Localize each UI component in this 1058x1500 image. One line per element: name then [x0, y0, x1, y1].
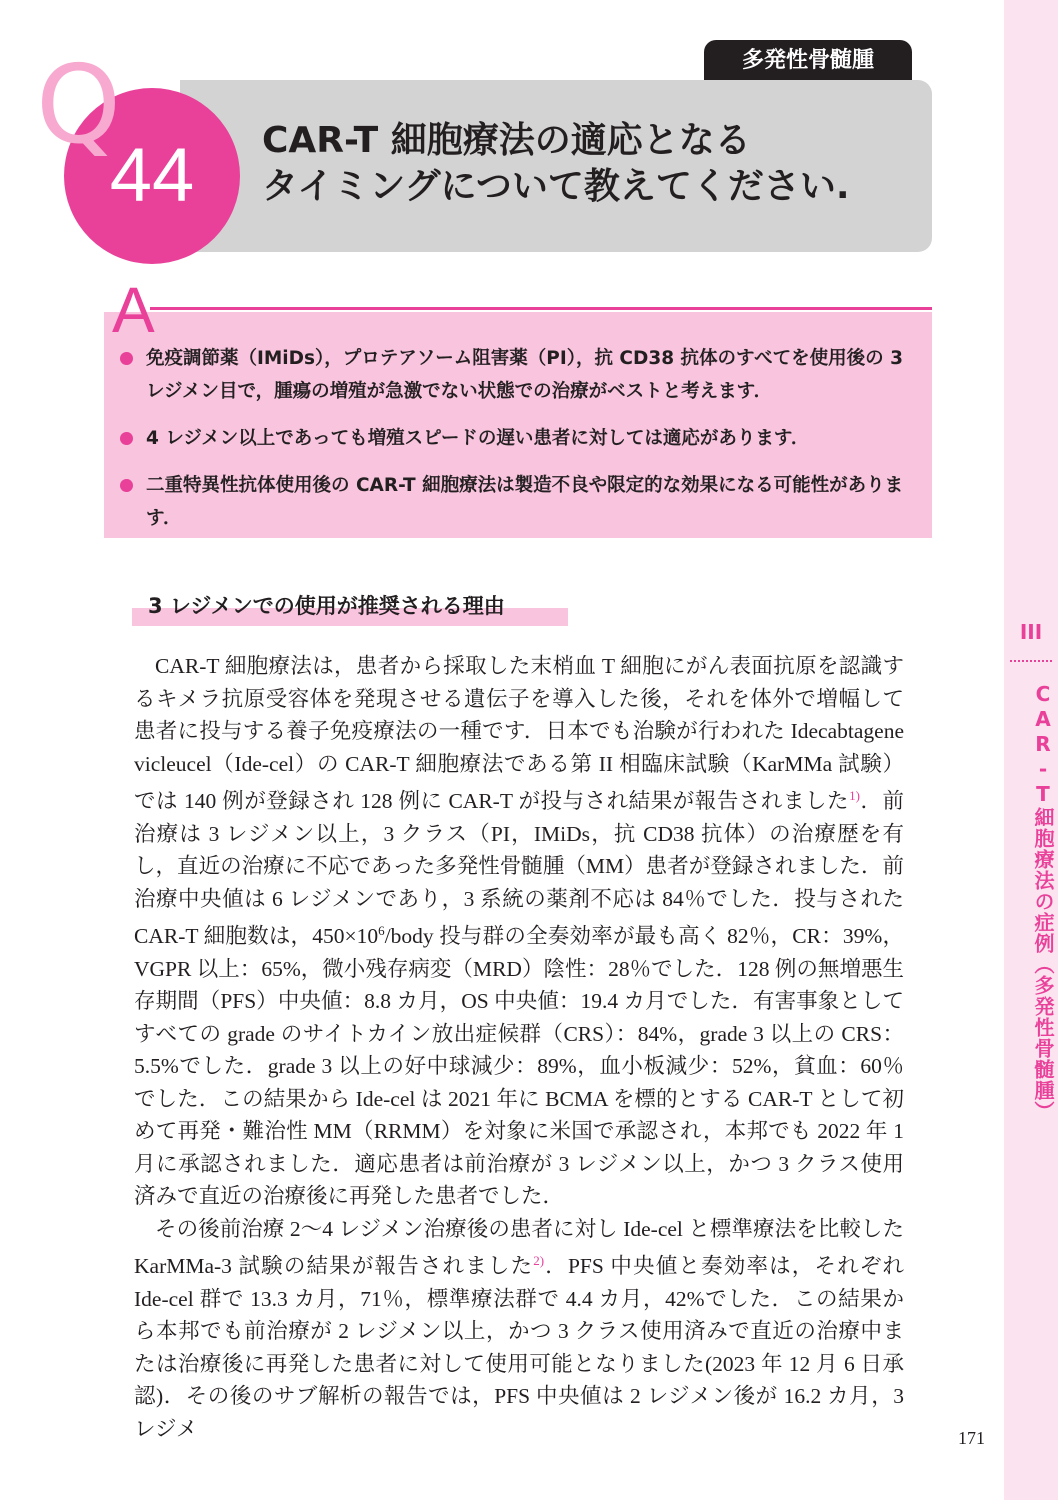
exponent: 6 [378, 923, 385, 939]
question-title-line-1: CAR-T 細胞療法の適応となる [262, 120, 751, 161]
bullet-icon [120, 479, 133, 492]
answer-list [116, 342, 926, 549]
answer-item [116, 469, 926, 535]
question-title-line-2: タイミングについて教えてください. [262, 166, 850, 207]
section-heading-text: 3 レジメンでの使用が推奨される理由 [148, 594, 505, 618]
chapter-roman-numeral: III [1019, 620, 1043, 644]
side-tab-divider [1010, 660, 1052, 662]
paragraph-2 [134, 1213, 904, 1446]
answer-item [116, 422, 926, 455]
question-title [262, 118, 922, 210]
answer-item-text: 免疫調節薬（IMiDs），プロテアソーム阻害薬（PI），抗 CD38 抗体のすべてを使用後の 3 レジメン目で，腫瘍の増殖が急激でない状態での治療がベストと考えます． [146, 348, 903, 402]
reference-1: 1) [849, 788, 860, 803]
paragraph-1-part-a: CAR-T 細胞療法は，患者から採取した末梢血 T 細胞にがん表面抗原を認識するキメラ抗原受容体を発現させる遺伝子を導入した後，それを体外で増幅して患者に投与する養子免疫療法の一種です．日本でも治験が行われた Idecabtagene vicleucel（Ide-cel）の CAR-T 細胞療法である第 II 相臨床試験（KarMMa 試験）では 140 例が登録され 128 例に CAR-T が投与され結果が報告されました [134, 654, 904, 814]
category-label: 多発性骨髄腫 [704, 40, 912, 82]
answer-item [116, 342, 926, 408]
paragraph-1-part-b: ．前治療は 3 レジメン以上，3 クラス（PI，IMiDs，抗 CD38 抗体）の治療歴を有し，直近の治療に不応であった多発性骨髄腫（MM）患者が登録されました．前治療中央値は 6 レジメンであり，3 系統の薬剤不応は 84％でした．投与された CAR-T 細胞数は，450×10 [134, 789, 904, 949]
question-number: 44 [109, 133, 195, 218]
paragraph-1-part-c: /body 投与群の全奏効率が最も高く 82％，CR：39%，VGPR 以上：65%，微小残存病変（MRD）陰性：28％でした．128 例の無増悪生存期間（PFS）中央値：8.8 カ月，OS 中央値：19.4 カ月でした．有害事象としてすべての grade のサイトカイン放出症候群（CRS）：84%，grade 3 以上の CRS：5.5%でした．grade 3 以上の好中球減少：89%，血小板減少：52%，貧血：60％でした．この結果から Ide-cel は 2021 年に BCMA を標的とする CAR-T として初めて再発・難治性 MM（RRMM）を対象に米国で承認され，本邦でも 2022 年 1 月に承認されました．適応患者は前治療が 3 レジメン以上，かつ 3 クラス使用済みで直近の治療後に再発した患者でした． [134, 924, 904, 1209]
answer-letter: A [112, 274, 155, 346]
page-number: 171 [958, 1428, 985, 1448]
chapter-title: CAR-T細胞療法の症例（多発性骨髄腫） [1031, 682, 1055, 1122]
bullet-icon [120, 352, 133, 365]
paragraph-1 [134, 650, 904, 1213]
paragraph-2-part-b: ．PFS 中央値と奏効率は，それぞれ Ide-cel 群で 13.3 カ月，71％，標準療法群で 4.4 カ月，42%でした．この結果から本邦でも前治療が 2 レジメン以上，かつ 3 クラス使用済みで直近の治療中または治療後に再発した患者に対して使用可能となりました(2023 年 12 月 6 日承認)．その後のサブ解析の報告では，PFS 中央値は 2 レジメン後が 16.2 カ月，3 レジメ [134, 1254, 905, 1441]
answer-item-text: 4 レジメン以上であっても増殖スピードの遅い患者に対しては適応があります． [146, 428, 810, 449]
body-text [134, 650, 904, 1445]
answer-item-text: 二重特異性抗体使用後の CAR-T 細胞療法は製造不良や限定的な効果になる可能性があります． [146, 475, 904, 529]
bullet-icon [120, 432, 133, 445]
question-letter: Q [36, 43, 122, 168]
reference-2: 2) [533, 1253, 545, 1269]
section-heading [132, 588, 568, 626]
paragraph-2-part-a: その後前治療 2〜4 レジメン治療後の患者に対し Ide-cel と標準療法を比較した KarMMa-3 試験の結果が報告されました [134, 1216, 904, 1279]
answer-rule [150, 307, 932, 310]
side-tab [1004, 0, 1058, 1500]
